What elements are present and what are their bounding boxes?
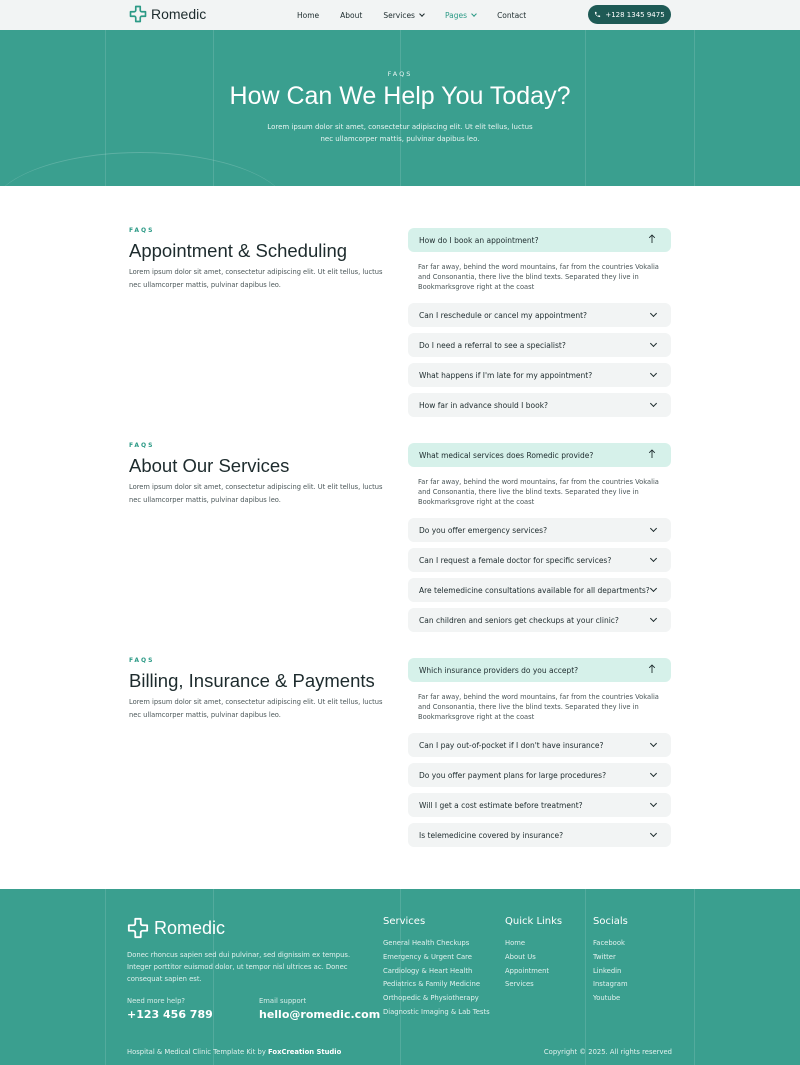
phone-button[interactable] [588, 5, 671, 24]
social-link[interactable]: Instagram [593, 980, 628, 989]
footer-link[interactable]: Services [505, 980, 534, 989]
chevron-down-icon [419, 11, 425, 17]
faq-question: How do I book an appointment? [419, 235, 539, 245]
social-link[interactable]: Twitter [593, 952, 616, 961]
section-eyebrow: FAQS [129, 227, 155, 234]
decorative-arc [0, 152, 290, 186]
chevron-down-icon [650, 525, 657, 532]
chevron-down-icon [650, 740, 657, 747]
footer-logo[interactable] [127, 917, 225, 939]
chevron-down-icon [650, 370, 657, 377]
section-title: About Our Services [129, 455, 290, 476]
chevron-down-icon [650, 770, 657, 777]
footer-link[interactable]: General Health Checkups [383, 939, 470, 947]
section-title: Appointment & Scheduling [129, 240, 348, 261]
nav-services-label: Services [383, 10, 415, 20]
section-description: Lorem ipsum dolor sit amet, consectetur adipiscing elit. Ut elit tellus, luctus nec ullamcorper mattis, pulvinar dapibus leo. [129, 268, 383, 289]
chevron-down-icon [650, 800, 657, 807]
faq-question: How far in advance should I book? [419, 400, 549, 410]
grid-line [585, 889, 586, 1065]
help-label: Need more help? [127, 997, 185, 1005]
faq-answer: Far far away, behind the word mountains, far from the countries Vokalia and Consonantia, there live the blind texts. Separated they live in Bookmarksgrove right at the coast [418, 693, 659, 721]
faq-question: Can I request a female doctor for specific services? [419, 555, 612, 565]
chevron-down-icon [650, 585, 657, 592]
chevron-down-icon [650, 615, 657, 622]
grid-line [694, 889, 695, 1065]
faq-item[interactable] [408, 823, 671, 847]
faq-item-open[interactable] [408, 228, 671, 252]
footer-link[interactable]: Home [505, 939, 526, 947]
faq-item[interactable] [408, 548, 671, 572]
footer [0, 889, 800, 1065]
chevron-down-icon [650, 310, 657, 317]
nav-contact[interactable]: Contact [497, 10, 527, 20]
phone-number: +128 1345 9475 [605, 10, 665, 19]
faq-item[interactable] [408, 333, 671, 357]
footer-link[interactable]: About Us [505, 952, 536, 961]
faq-item[interactable] [408, 393, 671, 417]
section-eyebrow: FAQS [129, 657, 155, 664]
faq-question: Which insurance providers do you accept? [419, 665, 579, 675]
nav-about[interactable]: About [340, 10, 363, 20]
phone-icon [594, 11, 601, 18]
nav-pages-label: Pages [444, 10, 468, 20]
email-link[interactable]: hello@romedic.com [259, 1008, 381, 1021]
footer-link[interactable]: Pediatrics & Family Medicine [383, 980, 481, 989]
quick-links [505, 937, 549, 992]
credit-prefix: Hospital & Medical Clinic Template Kit by [127, 1048, 266, 1056]
chevron-down-icon [650, 555, 657, 562]
main-menu [297, 0, 547, 30]
services-column-title: Services [383, 916, 426, 927]
cross-logo-icon [129, 5, 147, 23]
section-description: Lorem ipsum dolor sit amet, consectetur adipiscing elit. Ut elit tellus, luctus nec ullamcorper mattis, pulvinar dapibus leo. [129, 483, 383, 504]
faq-item[interactable] [408, 303, 671, 327]
faq-item-open[interactable] [408, 443, 671, 467]
hero-banner [0, 30, 800, 186]
section-eyebrow: FAQS [129, 442, 155, 449]
socials-title: Socials [593, 916, 628, 927]
faq-question: Can I reschedule or cancel my appointment? [419, 310, 588, 320]
faq-question: Are telemedicine consultations available for all departments? [419, 585, 650, 595]
cross-logo-icon [127, 917, 149, 939]
chevron-down-icon [471, 11, 477, 17]
logo[interactable] [129, 5, 206, 23]
faq-item-open[interactable] [408, 658, 671, 682]
nav-services[interactable] [383, 11, 424, 20]
faq-item[interactable] [408, 608, 671, 632]
quick-links-title: Quick Links [505, 916, 563, 927]
logo-text: Romedic [151, 6, 207, 22]
faq-question: Will I get a cost estimate before treatment? [419, 800, 583, 810]
chevron-down-icon [650, 830, 657, 837]
footer-logo-text: Romedic [154, 917, 226, 938]
email-label: Email support [259, 997, 307, 1005]
footer-link[interactable]: Emergency & Urgent Care [383, 952, 472, 961]
arrow-up-icon [648, 449, 656, 459]
help-phone[interactable]: +123 456 789 [127, 1008, 213, 1021]
nav-home[interactable]: Home [297, 10, 320, 20]
faq-answer: Far far away, behind the word mountains, far from the countries Vokalia and Consonantia, there live the blind texts. Separated they live in Bookmarksgrove right at the coast [418, 263, 659, 291]
arrow-up-icon [648, 234, 656, 244]
chevron-down-icon [650, 340, 657, 347]
faq-question: Can I pay out-of-pocket if I don't have insurance? [419, 740, 604, 750]
footer-link[interactable]: Appointment [505, 966, 550, 975]
faq-question: What medical services does Romedic provide? [419, 450, 594, 460]
faq-item[interactable] [408, 793, 671, 817]
faq-question: Do I need a referral to see a specialist? [419, 340, 566, 350]
footer-credit [127, 1048, 341, 1056]
services-links [383, 937, 490, 1020]
footer-link[interactable]: Cardiology & Heart Health [383, 966, 473, 975]
section-description: Lorem ipsum dolor sit amet, consectetur adipiscing elit. Ut elit tellus, luctus nec ullamcorper mattis, pulvinar dapibus leo. [129, 698, 383, 719]
top-navbar [0, 0, 800, 30]
hero-subtitle: Lorem ipsum dolor sit amet, consectetur adipiscing elit. Ut elit tellus, luctus nec ullamcorper mattis, pulvinar dapibus leo. [267, 123, 533, 143]
social-links [593, 937, 628, 1006]
footer-link[interactable]: Orthopedic & Physiotherapy [383, 994, 479, 1003]
faq-question: Is telemedicine covered by insurance? [419, 830, 564, 840]
faq-question: What happens if I'm late for my appointment? [419, 370, 593, 380]
faq-item[interactable] [408, 763, 671, 787]
faq-item[interactable] [408, 518, 671, 542]
social-link[interactable]: Youtube [593, 994, 621, 1003]
faq-question: Do you offer emergency services? [419, 525, 548, 535]
section-title: Billing, Insurance & Payments [129, 670, 375, 691]
faq-item[interactable] [408, 733, 671, 757]
page-title: How Can We Help You Today? [229, 82, 571, 110]
social-link[interactable]: Facebook [593, 939, 625, 947]
credit-studio-link[interactable]: FoxCreation Studio [268, 1048, 342, 1056]
copyright: Copyright © 2025. All rights reserved [543, 1048, 672, 1056]
grid-line [105, 889, 106, 1065]
faq-item[interactable] [408, 578, 671, 602]
chevron-down-icon [650, 400, 657, 407]
faq-answer: Far far away, behind the word mountains, far from the countries Vokalia and Consonantia, there live the blind texts. Separated they live in Bookmarksgrove right at the coast [418, 478, 659, 506]
footer-description: Donec rhoncus sapien sed dui pulvinar, sed dignissim ex tempus. Integer porttitor euismod dolor, ut tempor nisl ultrices ac. Donec consequat sapien est. [127, 951, 351, 983]
footer-link[interactable]: Diagnostic Imaging & Lab Tests [383, 1007, 490, 1016]
hero-eyebrow: FAQS [387, 70, 413, 78]
faq-item[interactable] [408, 363, 671, 387]
nav-pages[interactable] [445, 11, 476, 20]
faq-question: Can children and seniors get checkups at your clinic? [419, 615, 619, 625]
arrow-up-icon [648, 664, 656, 674]
faq-question: Do you offer payment plans for large procedures? [419, 770, 607, 780]
social-link[interactable]: Linkedin [593, 966, 622, 975]
